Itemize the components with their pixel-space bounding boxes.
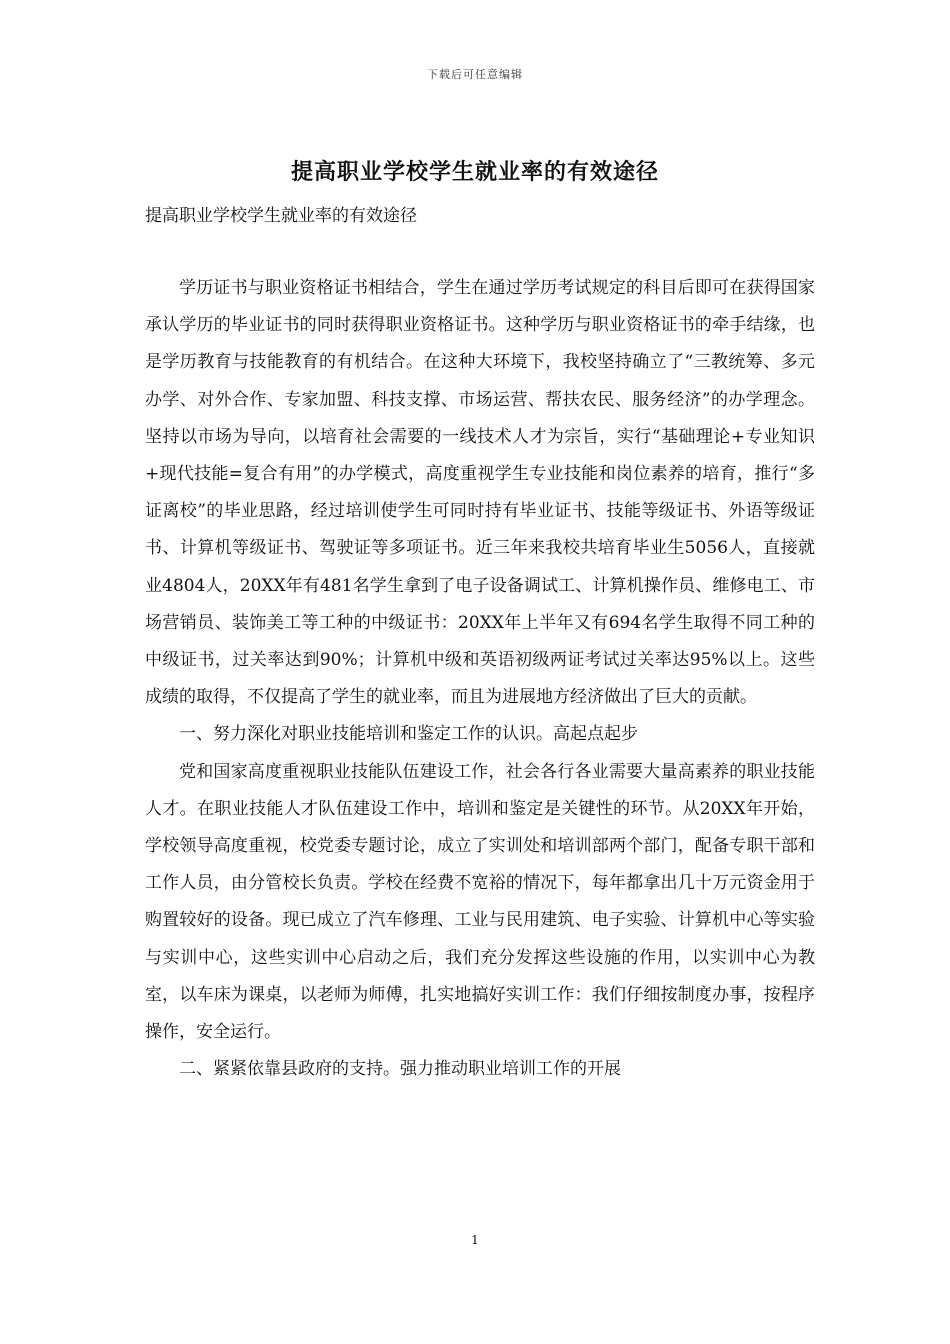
page-number: 1: [471, 1233, 479, 1247]
header-note: 下载后可任意编辑: [427, 68, 523, 81]
paragraph-section-1: 党和国家高度重视职业技能队伍建设工作，社会各行各业需要大量高素养的职业技能人才。在职业技能人才队伍建设工作中，培训和鉴定是关键性的环节。从20XX年开始，学校领导高度重视，校党委专题讨论，成立了实训处和培训部两个部门，配备专职干部和工作人员，由分管校长负责。学校在经费不宽裕的情况下，每年都拿出几十万元资金用于购置较好的设备。现已成立了汽车修理、工业与民用建筑、电子实验、计算机中心等实验与实训中心，这些实训中心启动之后，我们充分发挥这些设施的作用，以实训中心为教室，以车床为课桌，以老师为师傅，扎实地搞好实训工作：我们仔细按制度办事，按程序操作，安全运行。: [145, 761, 815, 1043]
document-title: 提高职业学校学生就业率的有效途径: [290, 159, 659, 185]
document-body: [145, 270, 815, 1088]
paragraph-intro: 学历证书与职业资格证书相结合，学生在通过学历考试规定的科目后即可在获得国家承认学历的毕业证书的同时获得职业资格证书。这种学历与职业资格证书的牵手结缘，也是学历教育与技能教育的有机结合。在这种大环境下，我校坚持确立了“三教统筹、多元办学、对外合作、专家加盟、科技支撑、市场运营、帮扶农民、服务经济”的办学理念。坚持以市场为导向，以培育社会需要的一线技术人才为宗旨，实行“基础理论+专业知识+现代技能=复合有用”的办学模式，高度重视学生专业技能和岗位素养的培育，推行“多证离校”的毕业思路，经过培训使学生可同时持有毕业证书、技能等级证书、外语等级证书、计算机等级证书、驾驶证等多项证书。近三年来我校共培育毕业生5056人，直接就业4804人，20XX年有481名学生拿到了电子设备调试工、计算机操作员、维修电工、市场营销员、装饰美工等工种的中级证书：20XX年上半年又有694名学生取得不同工种的中级证书，过关率达到90%；计算机中级和英语初级两证考试过关率达95%以上。这些成绩的取得，不仅提高了学生的就业率，而且为进展地方经济做出了巨大的贡献。: [145, 278, 815, 708]
document-subtitle: 提高职业学校学生就业率的有效途径: [145, 206, 417, 226]
section-heading-2: 二、紧紧依靠县政府的支持。强力推动职业培训工作的开展: [179, 1059, 621, 1080]
section-heading-1: 一、努力深化对职业技能培训和鉴定工作的认识。高起点起步: [179, 724, 638, 745]
